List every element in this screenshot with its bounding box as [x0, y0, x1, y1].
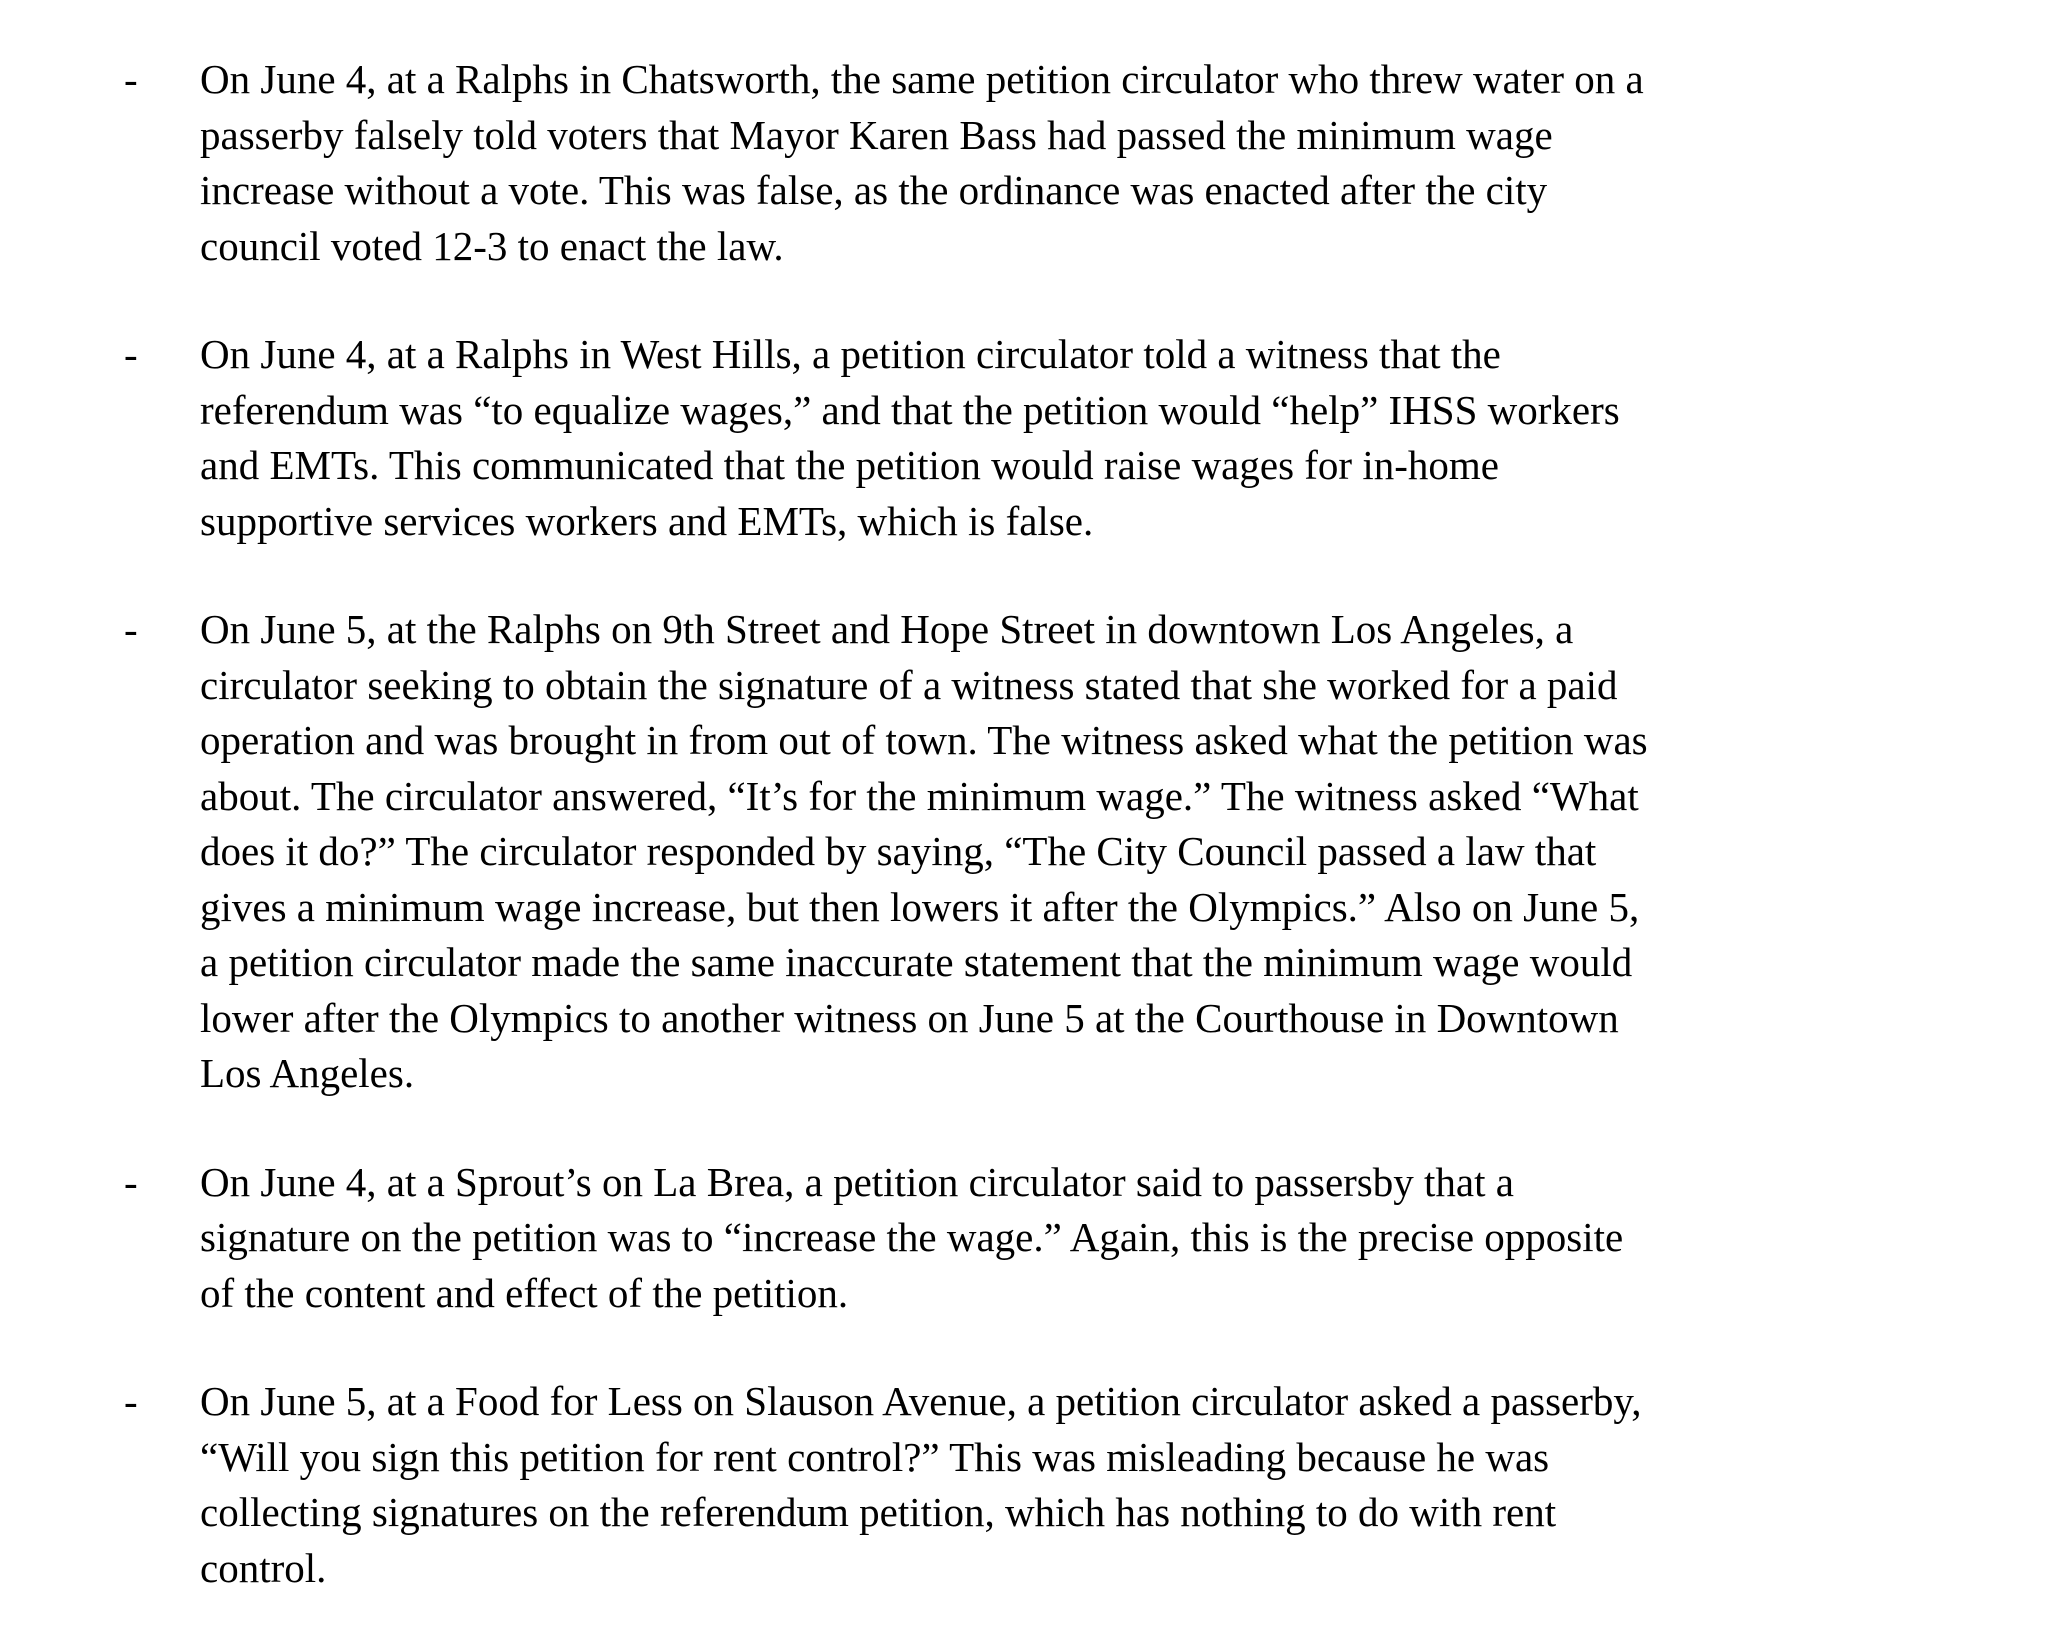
list-item	[0, 602, 2068, 1102]
text-line: “Will you sign this petition for rent control?” This was misleading because he was	[200, 1433, 1550, 1480]
list-item-text	[200, 1155, 1940, 1322]
list-item-text	[200, 52, 1940, 274]
list-item	[0, 52, 2068, 274]
dash-bullet-icon: -	[124, 56, 138, 102]
text-line: and EMTs. This communicated that the petition would raise wages for in-home	[200, 442, 1499, 488]
text-line: gives a minimum wage increase, but then lowers it after the Olympics.” Also on June 5,	[200, 883, 1640, 930]
text-line: operation and was brought in from out of town. The witness asked what the petition was	[200, 717, 1648, 763]
text-line: On June 4, at a Sprout’s on La Brea, a petition circulator said to passersby that a	[200, 1158, 1514, 1205]
text-line: On June 5, at a Food for Less on Slauson Avenue, a petition circulator asked a passerby,	[200, 1378, 1642, 1424]
dash-bullet-icon: -	[124, 1158, 138, 1205]
text-line: a petition circulator made the same inaccurate statement that the minimum wage would	[200, 939, 1633, 985]
text-line: On June 5, at the Ralphs on 9th Street and Hope Street in downtown Los Angeles, a	[200, 606, 1574, 652]
text-line: collecting signatures on the referendum petition, which has nothing to do with rent	[200, 1489, 1557, 1535]
list-item	[0, 1374, 2068, 1596]
dash-bullet-icon: -	[124, 331, 138, 377]
text-line: circulator seeking to obtain the signature of a witness stated that she worked for a paid	[200, 661, 1618, 708]
text-line: about. The circulator answered, “It’s for the minimum wage.” The witness asked “What	[200, 772, 1639, 819]
dash-bullet-icon: -	[124, 606, 138, 652]
text-line: On June 4, at a Ralphs in Chatsworth, the same petition circulator who threw water on a	[200, 56, 1644, 102]
text-line: does it do?” The circulator responded by saying, “The City Council passed a law that	[200, 828, 1597, 874]
text-line: increase without a vote. This was false, as the ordinance was enacted after the city	[200, 167, 1548, 213]
text-line: referendum was “to equalize wages,” and that the petition would “help” IHSS workers	[200, 386, 1620, 433]
text-line: supportive services workers and EMTs, which is false.	[200, 497, 1094, 544]
text-line: On June 4, at a Ralphs in West Hills, a petition circulator told a witness that the	[200, 331, 1501, 377]
text-line: passerby falsely told voters that Mayor Karen Bass had passed the minimum wage	[200, 111, 1553, 158]
dash-bullet-icon: -	[124, 1378, 138, 1424]
list-item-text	[200, 327, 1940, 549]
list-item-text	[200, 1374, 1940, 1596]
list-item	[0, 1155, 2068, 1322]
text-line: control.	[200, 1544, 327, 1591]
text-line: council voted 12-3 to enact the law.	[200, 222, 784, 269]
text-line: Los Angeles.	[200, 1050, 415, 1096]
bullet-list	[0, 52, 2068, 1649]
list-item	[0, 327, 2068, 549]
text-line: lower after the Olympics to another witness on June 5 at the Courthouse in Downtown	[200, 994, 1619, 1041]
list-item-text	[200, 602, 1940, 1102]
text-line: of the content and effect of the petition.	[200, 1269, 849, 1316]
text-line: signature on the petition was to “increase the wage.” Again, this is the precise opposite	[200, 1214, 1624, 1260]
